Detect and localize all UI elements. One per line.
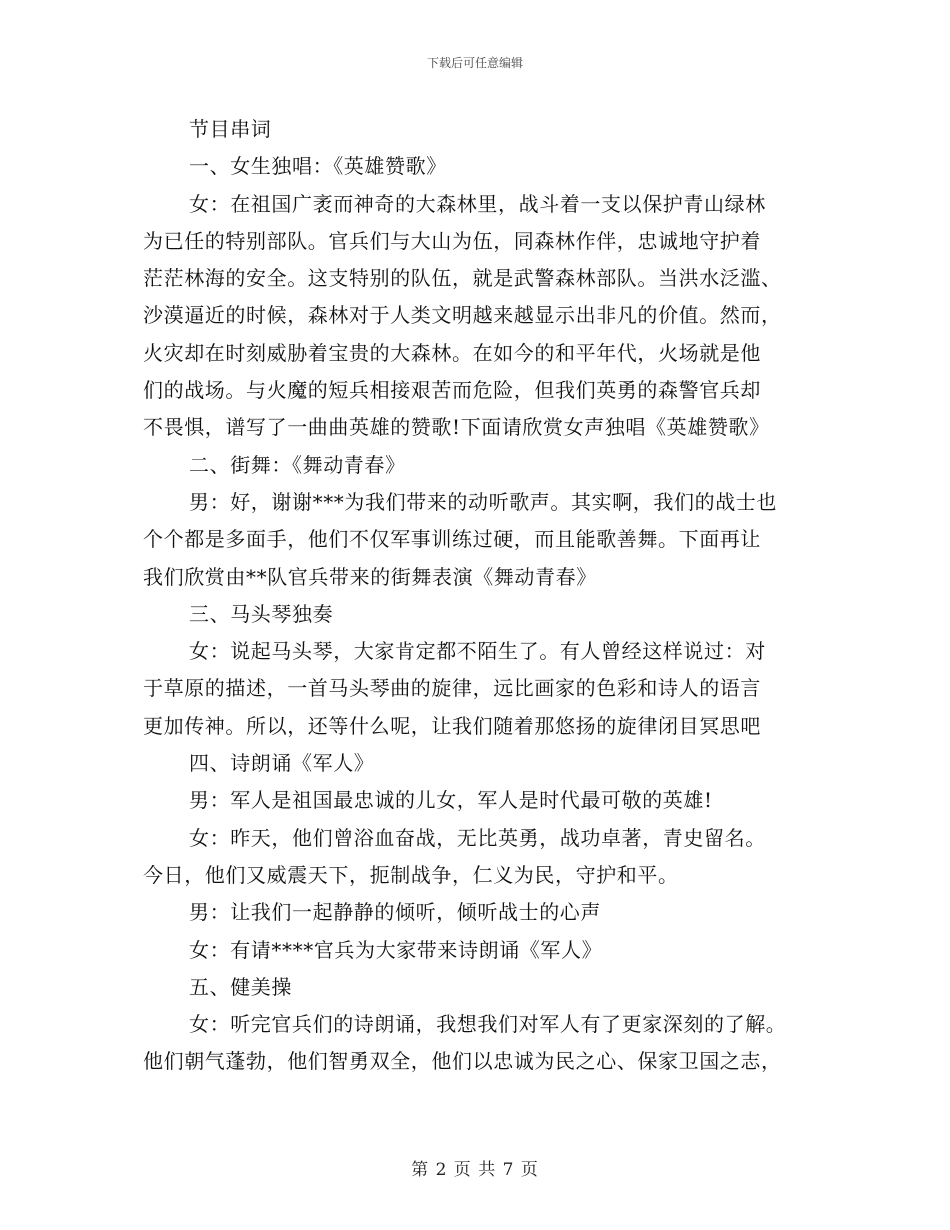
text-line: 我们欣赏由**队官兵带来的街舞表演《舞动青春》 xyxy=(143,564,597,589)
text-line: 女：有请****官兵为大家带来诗朗诵《军人》 xyxy=(189,937,603,962)
text-line: 女：在祖国广袤而神奇的大森林里，战斗着一支以保护青山绿林 xyxy=(189,191,766,216)
text-line: 更加传神。所以，还等什么呢，让我们随着那悠扬的旋律闭目冥思吧 xyxy=(143,713,761,738)
text-line: 他们朝气蓬勃，他们智勇双全，他们以忠诚为民之心、保家卫国之志， xyxy=(143,1049,782,1074)
text-line: 火灾却在时刻威胁着宝贵的大森林。在如今的和平年代，火场就是他 xyxy=(143,340,761,365)
page-header: 下载后可任意编辑 xyxy=(426,56,523,70)
text-line: 四、诗朗诵《军人》 xyxy=(189,751,375,776)
document-body xyxy=(143,111,811,1081)
text-line: 节目串词 xyxy=(189,117,272,141)
page-footer: 第 2 页 共 7 页 xyxy=(411,1160,539,1180)
text-line: 沙漠逼近的时候，森林对于人类文明越来越显示出非凡的价值。然而， xyxy=(143,303,782,328)
text-line: 女：说起马头琴，大家肯定都不陌生了。有人曾经这样说过：对 xyxy=(189,639,766,664)
text-line: 们的战场。与火魔的短兵相接艰苦而危险，但我们英勇的森警官兵却 xyxy=(143,378,761,403)
text-line: 为已任的特别部队。官兵们与大山为伍，同森林作伴，忠诚地守护着 xyxy=(143,228,761,253)
text-line: 茫茫林海的安全。这支特别的队伍，就是武警森林部队。当洪水泛滥、 xyxy=(143,266,782,291)
text-line: 于草原的描述，一首马头琴曲的旋律，远比画家的色彩和诗人的语言 xyxy=(143,676,761,701)
text-line: 三、马头琴独奏 xyxy=(189,601,334,626)
text-line: 五、健美操 xyxy=(189,974,292,999)
text-line: 女：昨天，他们曾浴血奋战，无比英勇，战功卓著，青史留名。 xyxy=(189,825,766,850)
text-line: 女：听完官兵们的诗朗诵，我想我们对军人有了更家深刻的了解。 xyxy=(189,1012,787,1037)
text-line: 男：让我们一起静静的倾听，倾听战士的心声 xyxy=(189,900,601,925)
text-line: 男：好，谢谢***为我们带来的动听歌声。其实啊，我们的战士也 xyxy=(189,489,777,514)
text-line: 个个都是多面手，他们不仅军事训练过硬，而且能歌善舞。下面再让 xyxy=(143,527,761,552)
text-line: 男：军人是祖国最忠诚的儿女，军人是时代最可敬的英雄! xyxy=(189,788,713,813)
text-line: 不畏惧，谱写了一曲曲英雄的赞歌!下面请欣赏女声独唱《英雄赞歌》 xyxy=(143,415,770,440)
text-line: 今日，他们又威震天下，扼制战争，仁义为民，守护和平。 xyxy=(143,862,679,887)
text-line: 二、街舞：《舞动青春》 xyxy=(189,452,406,477)
text-line: 一、女生独唱：《英雄赞歌》 xyxy=(189,154,447,179)
